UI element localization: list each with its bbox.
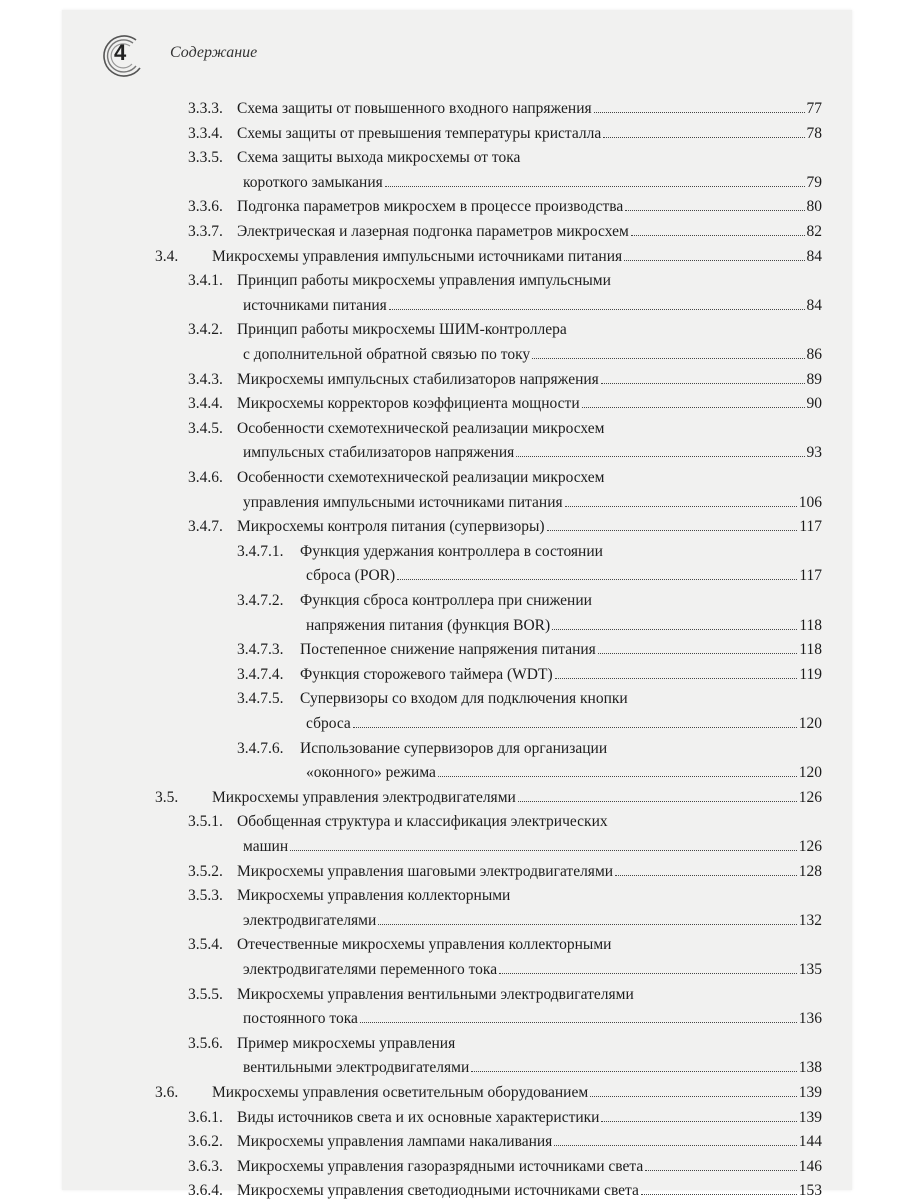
toc-entry-title-line: Обобщенная структура и классификация электрических	[237, 813, 608, 831]
dot-leader	[615, 874, 797, 876]
toc-entry-page: 153	[798, 1182, 822, 1200]
dot-leader	[290, 849, 797, 851]
page-header	[96, 30, 396, 82]
toc-entry-title-line: Использование супервизоров для организации	[300, 739, 608, 757]
toc-entry-number: 3.3.4.	[188, 124, 223, 142]
toc-entry-title-line: Схемы защиты от превышения температуры кристалла	[237, 124, 602, 142]
toc-entry-page: 126	[798, 788, 822, 806]
toc-entry-title-line: Микросхемы управления импульсными источниками питания	[212, 247, 623, 265]
toc-entry-title-line: Микросхемы управления светодиодными источниками света	[237, 1182, 639, 1200]
toc-entry-number: 3.5.2.	[188, 862, 223, 880]
toc-entry-page: 126	[798, 837, 822, 855]
toc-entry-page: 84	[806, 247, 822, 265]
dot-leader	[590, 1095, 797, 1097]
toc-entry-title-line: Микросхемы контроля питания (супервизоры)	[237, 518, 545, 536]
toc-entry-title-line: Отечественные микросхемы управления коллекторными	[237, 936, 612, 954]
toc-entry-page: 117	[799, 518, 822, 536]
running-title: Содержание	[170, 44, 258, 61]
toc-entry-number: 3.5.1.	[188, 813, 223, 831]
dot-leader	[565, 505, 797, 507]
dot-leader	[353, 726, 797, 728]
toc-entry-title-line: Постепенное снижение напряжения питания	[300, 641, 596, 659]
toc-entry-page: 119	[799, 665, 822, 683]
toc-entry-number: 3.5.4.	[188, 936, 223, 954]
toc-entry-title-line: Виды источников света и их основные характеристики	[237, 1108, 600, 1126]
dot-leader	[499, 972, 797, 974]
dot-leader	[631, 234, 805, 236]
dot-leader	[601, 382, 805, 384]
dot-leader	[385, 185, 805, 187]
toc-entry-title-line: Микросхемы управления вентильными электродвигателями	[237, 985, 634, 1003]
toc-entry-title-line: Функция сторожевого таймера (WDT)	[300, 665, 553, 683]
toc-entry-title-line: электродвигателями переменного тока	[243, 960, 498, 978]
toc-entry-title-line: «оконного» режима	[306, 764, 436, 782]
toc-entry-title-line: Супервизоры со входом для подключения кнопки	[300, 690, 628, 708]
toc-entry-page: 118	[799, 641, 822, 659]
toc-entry-title-line: Микросхемы управления осветительным оборудованием	[212, 1084, 589, 1101]
toc-entry-page: 135	[798, 960, 822, 978]
toc-entry-page: 139	[798, 1084, 822, 1101]
toc-entry-title-line: Подгонка параметров микросхем в процессе производства	[237, 198, 624, 216]
toc-entry-number: 3.4.7.6.	[237, 739, 284, 757]
toc-entry-number: 3.4.	[155, 247, 179, 265]
toc-entry-number: 3.6.2.	[188, 1133, 223, 1151]
toc-entry-title-line: напряжения питания (функция BOR)	[306, 616, 551, 634]
dot-leader	[389, 308, 805, 310]
toc-entry-number: 3.4.5.	[188, 419, 223, 437]
dot-leader	[625, 209, 804, 211]
dot-leader	[532, 357, 804, 359]
toc-entry-title-line: Принцип работы микросхемы ШИМ-контроллера	[237, 321, 567, 339]
toc-entry-page: 106	[798, 493, 822, 511]
toc-entry-title-line: постоянного тока	[243, 1010, 358, 1028]
toc-entry-page: 89	[806, 370, 822, 388]
dot-leader	[598, 652, 798, 654]
toc-entry-title-line: Микросхемы импульсных стабилизаторов напряжения	[237, 370, 599, 388]
toc-entry-title-line: Микросхемы управления электродвигателями	[212, 788, 516, 806]
toc-entry-number: 3.4.7.2.	[237, 592, 284, 609]
toc-entry-title-line: короткого замыкания	[243, 173, 383, 191]
dot-leader	[554, 1144, 796, 1146]
toc-entry-number: 3.4.7.4.	[237, 665, 284, 683]
toc-entry-page: 146	[798, 1157, 822, 1175]
toc-entry-number: 3.5.3.	[188, 887, 223, 905]
toc-entry-number: 3.5.6.	[188, 1034, 223, 1052]
toc-entry-page: 80	[806, 198, 822, 216]
toc-entry-page: 93	[806, 444, 822, 462]
dot-leader	[624, 259, 804, 261]
toc-entry-number: 3.4.7.3.	[237, 641, 284, 659]
dot-leader	[582, 406, 805, 408]
toc-entry-title-line: Функция удержания контроллера в состоянии	[300, 542, 603, 560]
dot-leader	[547, 529, 798, 531]
toc-entry-page: 90	[806, 395, 822, 413]
toc-entry-page: 144	[798, 1133, 822, 1151]
toc-entry-page: 138	[798, 1059, 822, 1077]
toc-entry-number: 3.3.3.	[188, 100, 223, 117]
toc-entry-number: 3.6.1.	[188, 1108, 223, 1126]
toc-entry-title-line: управления импульсными источниками питания	[243, 493, 563, 511]
toc-entry-number: 3.3.7.	[188, 223, 223, 240]
toc-entry-title-line: машин	[243, 837, 289, 855]
toc-entry-title-line: Микросхемы управления лампами накаливания	[237, 1133, 553, 1151]
toc-entry-number: 3.4.3.	[188, 370, 223, 388]
toc-entry-number: 3.5.	[155, 788, 179, 806]
toc-entry-title-line: импульсных стабилизаторов напряжения	[243, 444, 515, 462]
toc-entry-title-line: Электрическая и лазерная подгонка параметров микросхем	[237, 223, 629, 240]
dot-leader	[518, 800, 797, 802]
toc-entry-number: 3.4.7.1.	[237, 542, 284, 560]
toc-entry-title-line: Функция сброса контроллера при снижении	[300, 592, 592, 609]
toc-entry-title-line: сброса	[306, 714, 351, 732]
toc-entry-page: 128	[798, 862, 822, 880]
dot-leader	[641, 1193, 797, 1195]
dot-leader	[360, 1021, 797, 1023]
dot-leader	[555, 677, 798, 679]
toc-entry-number: 3.4.1.	[188, 272, 223, 290]
toc-entry-title-line: сброса (POR)	[306, 567, 396, 585]
dot-leader	[594, 111, 805, 113]
toc-entry-title-line: Пример микросхемы управления	[237, 1034, 456, 1052]
dot-leader	[516, 455, 804, 457]
dot-leader	[601, 1120, 796, 1122]
toc-entry-title-line: с дополнительной обратной связью по току	[243, 345, 531, 363]
dot-leader	[378, 923, 796, 925]
dot-leader	[397, 578, 797, 580]
toc-entry-page: 120	[798, 764, 822, 782]
toc-entry-number: 3.4.2.	[188, 321, 223, 339]
dot-leader	[552, 628, 797, 630]
toc-entry-number: 3.4.6.	[188, 469, 223, 486]
dot-leader	[471, 1070, 797, 1072]
toc-entry-page: 82	[806, 223, 822, 240]
page-number: 4	[114, 40, 127, 65]
toc-entry-number: 3.6.3.	[188, 1157, 223, 1175]
toc-entry-page: 79	[806, 173, 822, 191]
dot-leader	[645, 1169, 797, 1171]
toc-entry-title-line: Схема защиты от повышенного входного напряжения	[237, 100, 592, 117]
toc-entry-number: 3.6.4.	[188, 1182, 223, 1200]
toc-entry-number: 3.3.6.	[188, 198, 223, 216]
toc-entry-title-line: Микросхемы управления газоразрядными источниками света	[237, 1157, 644, 1175]
toc-entry-title-line: Микросхемы управления шаговыми электродвигателями	[237, 862, 614, 880]
toc-entry-title-line: вентильными электродвигателями	[243, 1059, 470, 1077]
toc-entry-number: 3.4.7.5.	[237, 690, 284, 708]
toc-entry-page: 77	[806, 100, 822, 117]
toc-entry-page: 118	[799, 616, 822, 634]
toc-entry-title-line: источниками питания	[243, 296, 387, 314]
toc-entry-page: 117	[799, 567, 822, 585]
dot-leader	[438, 775, 797, 777]
toc-entry-page: 86	[806, 345, 822, 363]
toc-entry-title-line: электродвигателями	[243, 911, 377, 929]
toc-entry-page: 139	[798, 1108, 822, 1126]
toc-entry-page: 132	[798, 911, 822, 929]
toc-entry-number: 3.4.7.	[188, 518, 223, 536]
toc-entry-title-line: Особенности схемотехнической реализации микросхем	[237, 469, 605, 486]
dot-leader	[603, 136, 804, 138]
toc-entry-title-line: Микросхемы корректоров коэффициента мощности	[237, 395, 580, 413]
toc-entry-number: 3.6.	[155, 1084, 179, 1101]
toc-entry-title-line: Схема защиты выхода микросхемы от тока	[237, 149, 521, 167]
toc-entry-page: 84	[806, 296, 822, 314]
toc-entry-title-line: Принцип работы микросхемы управления импульсными	[237, 272, 611, 290]
toc-entry-number: 3.4.4.	[188, 395, 223, 413]
toc-entry-page: 120	[798, 714, 822, 732]
toc-entry-number: 3.5.5.	[188, 985, 223, 1003]
toc-entry-title-line: Микросхемы управления коллекторными	[237, 887, 511, 905]
toc-entry-page: 136	[798, 1010, 822, 1028]
toc-entry-title-line: Особенности схемотехнической реализации микросхем	[237, 419, 605, 437]
toc-entry-page: 78	[806, 124, 822, 142]
toc-entry-number: 3.3.5.	[188, 149, 223, 167]
